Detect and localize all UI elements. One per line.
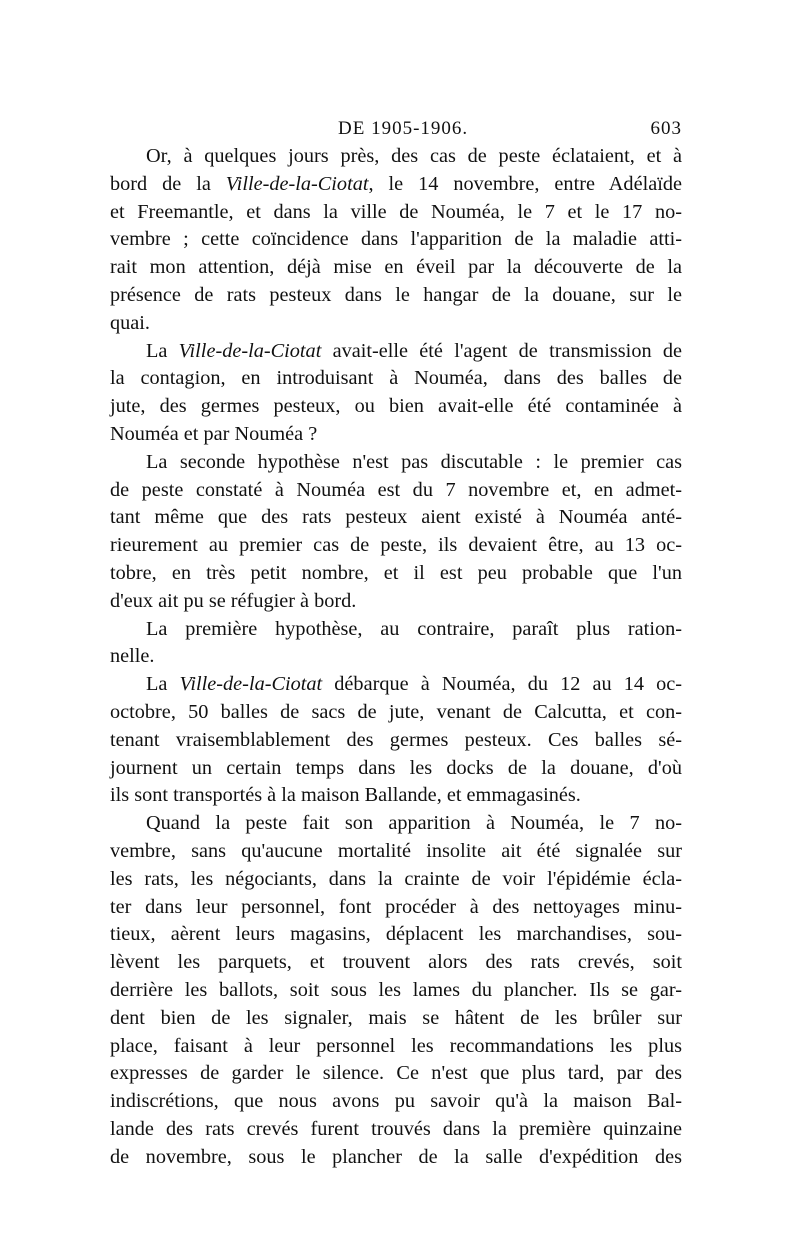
running-title: DE 1905-1906.: [338, 118, 469, 139]
text-line: tenant vraisemblablement des germes pesteux. Ces balles sé-: [110, 728, 682, 751]
text-line: vembre ; cette coïncidence dans l'apparition de la maladie atti-: [110, 228, 682, 251]
text-line: La Ville-de-la-Ciotat débarque à Nouméa, du 12 au 14 oc-: [146, 673, 682, 696]
text-line: rieurement au premier cas de peste, ils devaient être, au 13 oc-: [110, 534, 682, 557]
text-line: de peste constaté à Nouméa est du 7 novembre et, en admet-: [110, 478, 682, 501]
text-line: Or, à quelques jours près, des cas de peste éclataient, et à: [146, 145, 682, 167]
text-line: les rats, les négociants, dans la crainte de voir l'épidémie écla-: [110, 867, 682, 890]
text-line: La Ville-de-la-Ciotat avait-elle été l'agent de transmission de: [146, 339, 682, 362]
text-line: journent un certain temps dans les docks de la douane, d'où: [110, 756, 682, 779]
text-line: et Freemantle, et dans la ville de Nouméa, le 7 et le 17 no-: [110, 200, 682, 223]
text-line: de novembre, sous le plancher de la salle d'expédition des: [110, 1145, 682, 1168]
text-line: rait mon attention, déjà mise en éveil par la découverte de la: [110, 256, 682, 279]
body-text: [110, 143, 682, 1171]
ship-name: Ville-de-la-Ciotat: [179, 673, 323, 696]
text-line: expresses de garder le silence. Ce n'est que plus tard, par des: [110, 1062, 682, 1085]
text-line: d'eux ait pu se réfugier à bord.: [110, 589, 357, 612]
text-line: ils sont transportés à la maison Ballande, et emmagasinés.: [110, 784, 581, 807]
paragraph: [110, 810, 682, 1171]
text-line: indiscrétions, que nous avons pu savoir qu'à la maison Bal-: [110, 1090, 682, 1113]
text-line: présence de rats pesteux dans le hangar de la douane, sur le: [110, 283, 682, 306]
text-line: lèvent les parquets, et trouvent alors des rats crevés, soit: [110, 951, 682, 974]
text-line: dent bien de les signaler, mais se hâtent de les brûler sur: [110, 1006, 682, 1029]
text-line: lande des rats crevés furent trouvés dans la première quinzaine: [110, 1117, 682, 1140]
book-page: [110, 112, 682, 1171]
text-line: La première hypothèse, au contraire, paraît plus ration-: [146, 617, 682, 640]
text-line: Quand la peste fait son apparition à Nouméa, le 7 no-: [146, 812, 682, 835]
text-line: jute, des germes pesteux, ou bien avait-elle été contaminée à: [110, 395, 682, 418]
text-line: tobre, en très petit nombre, et il est peu probable que l'un: [110, 561, 682, 584]
paragraph: [110, 338, 682, 449]
page-number: 603: [650, 118, 682, 139]
paragraph: [110, 671, 682, 810]
text-line: derrière les ballots, soit sous les lames du plancher. Ils se gar-: [110, 978, 682, 1001]
ship-name: Ville-de-la-Ciotat: [225, 172, 369, 195]
paragraph: [110, 143, 682, 338]
text-line: vembre, sans qu'aucune mortalité insolite ait été signalée sur: [110, 839, 682, 862]
text-line: tieux, aèrent leurs magasins, déplacent les marchandises, sou-: [110, 923, 682, 946]
text-line: place, faisant à leur personnel les recommandations les plus: [110, 1034, 682, 1057]
ship-name: Ville-de-la-Ciotat: [178, 339, 322, 362]
paragraph: [110, 449, 682, 616]
text-line: octobre, 50 balles de sacs de jute, venant de Calcutta, et con-: [110, 700, 682, 723]
text-line: tant même que des rats pesteux aient existé à Nouméa anté-: [110, 506, 682, 529]
text-line: ter dans leur personnel, font procéder à des nettoyages minu-: [110, 895, 682, 918]
paragraph: [110, 616, 682, 672]
text-line: bord de la Ville-de-la-Ciotat, le 14 novembre, entre Adélaïde: [110, 172, 682, 195]
text-line: quai.: [110, 311, 150, 334]
text-line: Nouméa et par Nouméa ?: [110, 422, 318, 445]
running-header: [110, 112, 682, 142]
text-line: La seconde hypothèse n'est pas discutable : le premier cas: [146, 450, 682, 473]
text-line: nelle.: [110, 645, 155, 668]
text-line: la contagion, en introduisant à Nouméa, dans des balles de: [110, 367, 682, 390]
